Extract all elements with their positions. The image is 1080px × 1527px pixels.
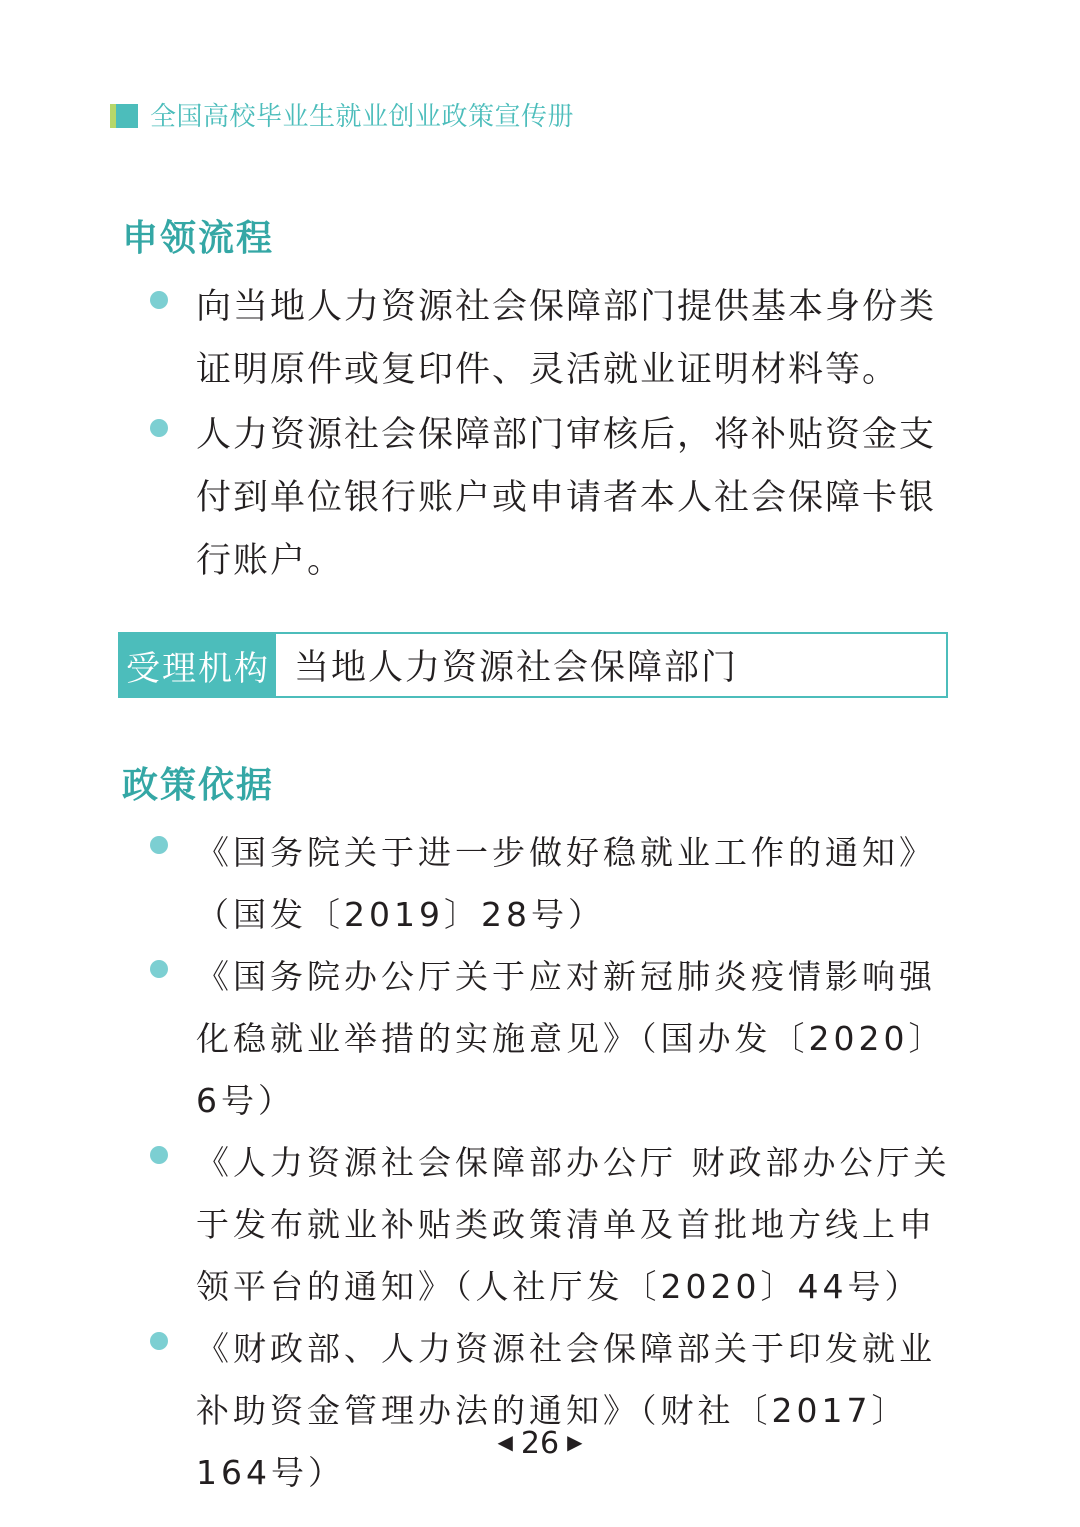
- next-arrow-icon: ▶: [567, 1430, 583, 1454]
- list-item: [148, 1318, 958, 1504]
- application-process-heading: 申领流程: [122, 218, 275, 259]
- list-item: [148, 404, 958, 593]
- list-item-text: 向当地人力资源社会保障部门提供基本身份类证明原件或复印件、灵活就业证明材料等。: [196, 287, 937, 390]
- agency-box: [118, 632, 948, 698]
- prev-arrow-icon: ◀: [497, 1430, 513, 1454]
- list-item: [148, 276, 958, 402]
- policy-basis-heading: 政策依据: [122, 765, 275, 806]
- header-mark-teal-square: [116, 104, 138, 128]
- policy-basis-list: [148, 822, 958, 1504]
- list-item-text: 《国务院办公厅关于应对新冠肺炎疫情影响强化稳就业举措的实施意见》（国办发〔2020〕6号）: [196, 957, 946, 1120]
- page-number: [0, 1426, 1080, 1461]
- header-title: 全国高校毕业生就业创业政策宣传册: [150, 102, 575, 132]
- list-item-text: 《国务院关于进一步做好稳就业工作的通知》（国发〔2019〕28号）: [196, 833, 936, 934]
- list-item-text: 人力资源社会保障部门审核后，将补贴资金支付到单位银行账户或申请者本人社会保障卡银行账户。: [196, 415, 937, 581]
- bullet-dot-icon: [150, 1332, 168, 1350]
- list-item: [148, 946, 958, 1132]
- bullet-dot-icon: [150, 960, 168, 978]
- page-number-text: 26: [520, 1426, 560, 1461]
- bullet-dot-icon: [150, 419, 168, 437]
- bullet-dot-icon: [150, 291, 168, 309]
- list-item-text: 《人力资源社会保障部办公厅 财政部办公厅关于发布就业补贴类政策清单及首批地方线上申领平台的通知》（人社厅发〔2020〕44号）: [196, 1143, 951, 1306]
- agency-label: 受理机构: [120, 634, 276, 696]
- bullet-dot-icon: [150, 836, 168, 854]
- application-process-list: [148, 276, 958, 595]
- bullet-dot-icon: [150, 1146, 168, 1164]
- agency-value: 当地人力资源社会保障部门: [294, 648, 739, 688]
- list-item-text: 《财政部、人力资源社会保障部关于印发就业补助资金管理办法的通知》（财社〔2017〕164号）: [196, 1329, 936, 1492]
- page-header: [110, 96, 574, 133]
- list-item: [148, 1132, 958, 1318]
- list-item: [148, 822, 958, 946]
- header-logo-mark: [110, 100, 140, 130]
